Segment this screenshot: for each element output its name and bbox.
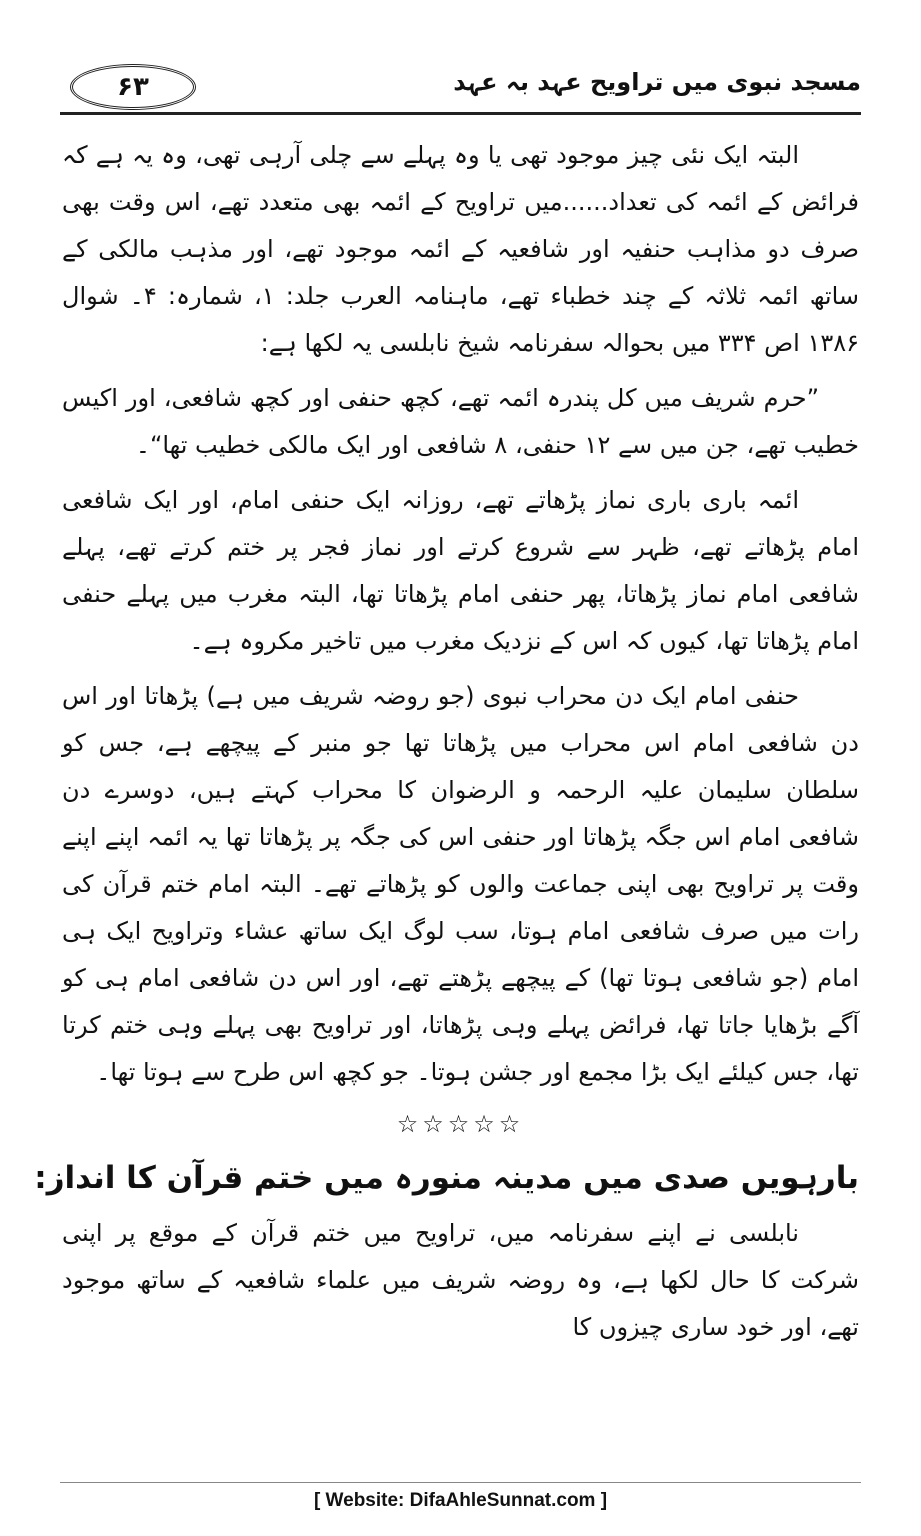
paragraph-intro: البتہ ایک نئی چیز موجود تھی یا وہ پہلے سے چلی آرہی تھی، وہ یہ ہے کہ فرائض کے ائمہ کی تعداد......میں تراویح کے ائمہ بھی متعدد تھے، اس وقت بھی صرف دو مذاہب حنفیہ اور شافعیہ کے ائمہ موجود تھے، اور مذہب مالکی کے ساتھ ائمہ ثلاثہ کے چند خطباء تھے، ماہنامہ العرب جلد: ۱، شمارہ: ۴۔ شوال ۱۳۸۶ اص ۳۳۴ میں بحوالہ سفرنامہ شیخ نابلسی یہ لکھا ہے: — [62, 141, 859, 357]
section-heading: بارہویں صدی میں مدینہ منورہ میں ختم قرآن کا انداز: — [34, 1160, 859, 1196]
header-divider — [60, 112, 861, 115]
page-header — [60, 62, 861, 122]
website-footer: [ Website: DifaAhleSunnat.com ] — [313, 1490, 608, 1511]
paragraph-mihrab: حنفی امام ایک دن محراب نبوی (جو روضہ شریف میں ہے) پڑھاتا اور اس دن شافعی امام اس محراب میں پڑھاتا تھا جو منبر کے پیچھے ہے، جس کو سلطان سلیمان علیہ الرحمہ و الرضوان کا محراب کہتے ہیں، دوسرے دن شافعی امام اس جگہ پڑھاتا اور حنفی اس کی جگہ پر پڑھاتا تھا یہ ائمہ اپنے اپنے وقت پر تراویح بھی اپنی جماعت والوں کو پڑھاتے تھے۔ البتہ امام ختم قرآن کی رات میں صرف شافعی امام ہوتا، سب لوگ ایک ساتھ عشاء وتراویح ایک ہی امام (جو شافعی ہوتا تھا) کے پیچھے پڑھتے تھے، اور اس دن شافعی امام ہی کو آگے بڑھایا جاتا تھا، فرائض پہلے وہی پڑھاتا، اور تراویح بھی پہلے وہی ختم کرتا تھا، جس کیلئے ایک بڑا مجمع اور جشن ہوتا۔ جو کچھ اس طرح سے ہوتا تھا۔ — [62, 682, 859, 1086]
paragraph-nabulsi: نابلسی نے اپنے سفرنامہ میں، تراویح میں ختم قرآن کے موقع پر اپنی شرکت کا حال لکھا ہے، وہ روضہ شریف میں علماء شافعیہ کے ساتھ موجود تھے، اور خود ساری چیزوں کا — [62, 1219, 859, 1341]
paragraph-imams-rotation: ائمہ باری باری نماز پڑھاتے تھے، روزانہ ایک حنفی امام، اور ایک شافعی امام پڑھاتے تھے، ظہر سے شروع کرتے اور نماز فجر پر ختم کرتے تھے، پہلے شافعی امام نماز پڑھاتا، پھر حنفی امام پڑھاتا تھا، البتہ مغرب میں پہلے حنفی امام پڑھاتا تھا، کیوں کہ اس کے نزدیک مغرب میں تاخیر مکروہ ہے۔ — [62, 486, 859, 655]
page-body — [34, 132, 859, 1359]
paragraph-quote: ”حرم شریف میں کل پندرہ ائمہ تھے، کچھ حنفی اور کچھ شافعی، اور اکیس خطیب تھے، جن میں سے ۱۲ حنفی، ۸ شافعی اور ایک مالکی خطیب تھا“۔ — [62, 384, 859, 459]
footer-divider — [60, 1482, 861, 1483]
running-title: مسجد نبوی میں تراویح عہد بہ عہد — [453, 68, 861, 96]
page-number-badge: ۶۳ — [70, 64, 196, 110]
section-separator-stars: ☆☆☆☆☆ — [396, 1110, 525, 1138]
